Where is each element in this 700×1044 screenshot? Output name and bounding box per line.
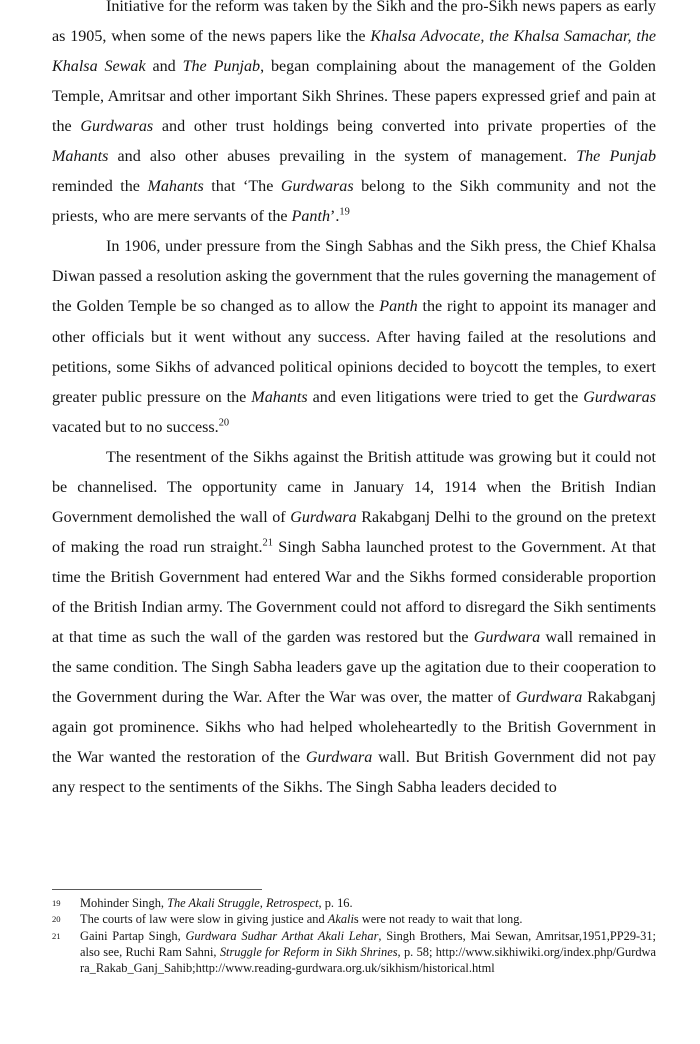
italic-text: Mahants	[147, 178, 204, 196]
paragraph-1	[52, 0, 656, 232]
italic-text: Khalsa Advocate, the Khalsa Samachar, the Khalsa Sewak	[52, 28, 657, 76]
footnote-21	[52, 928, 656, 977]
paragraph-2	[52, 232, 656, 442]
footnote-url: http://www.sikhiwiki.org/index.php/Gurdwara_Rakab_Ganj_Sahib;http://www.reading-gurdwara.org.uk/sikhism/historical.html	[80, 944, 657, 976]
footnote-number: 21	[52, 930, 61, 941]
italic-text: The Punjab	[182, 58, 261, 76]
italic-text: Gurdwaras	[583, 388, 656, 406]
italic-text: The Akali Struggle, Retrospect,	[167, 896, 322, 910]
italic-text: The Punjab	[576, 148, 656, 166]
text-run: the right to appoint its manager and other officials but it went without any success. After having failed at the resolutions and petitions, some Sikhs of advanced political opinions decided to boycott the temples, to exert greater public pressure on the	[52, 298, 656, 406]
italic-text: Gurdwara Sudhar Arthat Akali Lehar	[185, 928, 379, 943]
text-run: and other trust holdings being converted into private properties of the	[153, 118, 656, 136]
italic-text: Gurdwaras	[280, 178, 354, 196]
text-run: ’.	[330, 208, 340, 226]
text-run: Rakabganj again got prominence. Sikhs who had helped wholeheartedly to the British Government in the War wanted the restoration of the	[52, 689, 656, 767]
text-run: Initiative for the reform was taken by the Sikh and the pro-Sikh news papers as early as 1905, when some of the news papers like the	[52, 0, 656, 46]
footnote-reference: 20	[218, 417, 230, 429]
body-text-column	[52, 0, 656, 803]
text-run: Singh Sabha launched protest to the Government. At that time the British Government had entered War and the Sikhs formed considerable proportion of the British Indian army. The Government could not afford to disregard the Sikh sentiments at that time as such the wall of the garden was restored but the	[52, 538, 656, 646]
text-run: wall remained in the same condition. The Singh Sabha leaders gave up the agitation due to their cooperation to the Government during the War. After the War was over, the matter of	[52, 628, 656, 707]
footnote-text	[80, 928, 656, 977]
footnote-number: 19	[52, 898, 61, 908]
text-run: and even litigations were tried to get the	[307, 388, 584, 406]
italic-text: Panth	[291, 208, 330, 226]
text-run: The resentment of the Sikhs against the British attitude was growing but it could not be channelised. The opportunity came in January 14, 1914 when the British Indian Government demolished the wall of	[52, 448, 656, 526]
italic-text: Gurdwaras	[80, 118, 154, 136]
text-run: vacated but to no success.	[52, 418, 219, 436]
footnote-number: 20	[52, 914, 61, 925]
italic-text: Gurdwara	[290, 508, 357, 526]
footnote-text	[80, 895, 656, 911]
text-run: The courts of law were slow in giving justice and	[80, 912, 328, 927]
text-run: that ‘The	[203, 178, 281, 196]
italic-text: Gurdwara	[473, 628, 541, 646]
text-run: Rakabganj Delhi to the ground on the pretext of making the road run straight.	[52, 508, 656, 556]
text-run: , began complaining about the management of the Golden Temple, Amritsar and other important Sikh Shrines. These papers expressed grief and pain at the	[52, 58, 656, 136]
text-run: , Singh Brothers, Mai Sewan, Amritsar,1951,PP29-31; also see, Ruchi Ram Sahni,	[80, 928, 656, 959]
text-run: Gaini Partap Singh,	[80, 928, 186, 943]
text-run: In 1906, under pressure from the Singh Sabhas and the Sikh press, the Chief Khalsa Diwan passed a resolution asking the government that the rules governing the management of the Golden Temple be so changed as to allow the	[52, 238, 656, 316]
text-run: reminded the	[52, 178, 148, 196]
italic-text: Gurdwara	[515, 689, 583, 707]
italic-text: Mahants	[251, 388, 308, 406]
footnote-section	[52, 889, 656, 976]
footnote-separator-rule	[52, 889, 262, 890]
footnote-20	[52, 911, 656, 927]
text-run: p. 16.	[321, 896, 353, 910]
text-run: wall. But British Government did not pay any respect to the sentiments of the Sikhs. The Singh Sabha leaders decided to	[52, 749, 657, 797]
italic-text: Panth	[379, 298, 418, 316]
italic-text: Gurdwara	[305, 749, 373, 767]
text-run: and	[145, 58, 183, 76]
text-run: p. 58;	[400, 944, 436, 959]
text-run: s were not ready to wait that long.	[353, 912, 523, 927]
footnote-reference: 19	[339, 206, 350, 218]
italic-text: Struggle for Reform in Sikh Shrines,	[219, 944, 401, 959]
footnote-19	[52, 895, 656, 911]
text-run: and also other abuses prevailing in the system of management.	[108, 148, 577, 166]
italic-text: Mahants	[52, 148, 109, 166]
italic-text: Akali	[327, 912, 354, 927]
text-run: Mohinder Singh,	[80, 896, 168, 910]
footnote-text	[80, 911, 656, 927]
text-run: belong to the Sikh community and not the priests, who are mere servants of the	[52, 178, 656, 226]
footnote-reference: 21	[262, 537, 273, 549]
paragraph-3	[52, 443, 656, 804]
